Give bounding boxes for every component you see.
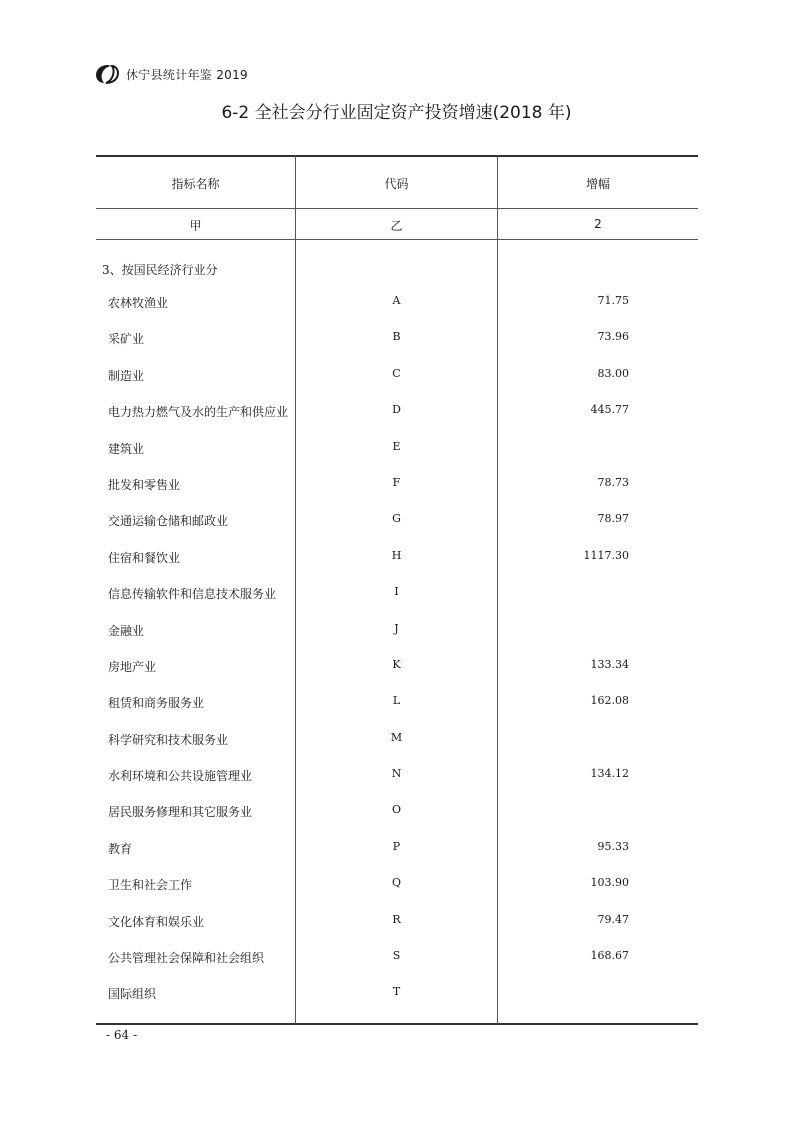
row-growth-value: 162.08 <box>590 694 629 708</box>
table-title: 6-2 全社会分行业固定资产投资增速(2018 年) <box>221 103 572 123</box>
table-row <box>96 294 698 330</box>
row-growth-value: 103.90 <box>590 876 629 890</box>
table-row <box>96 403 698 439</box>
table-row <box>96 949 698 985</box>
table-row <box>96 512 698 548</box>
row-code: Q <box>391 876 402 890</box>
table-row <box>96 731 698 767</box>
row-code: H <box>391 548 402 562</box>
row-indicator-name: 公共管理社会保障和社会组织 <box>108 951 265 966</box>
row-growth-value: 73.96 <box>597 330 629 344</box>
section-label: 3、按国民经济行业分 <box>102 263 218 277</box>
row-indicator-name: 农林牧渔业 <box>108 296 169 310</box>
row-code: E <box>392 439 401 453</box>
row-indicator-name: 科学研究和技术服务业 <box>108 732 229 747</box>
row-indicator-name: 批发和零售业 <box>108 477 181 492</box>
row-indicator-name: 卫生和社会工作 <box>108 878 193 893</box>
row-indicator-name: 交通运输仓储和邮政业 <box>108 514 229 529</box>
row-indicator-name: 租赁和商务服务业 <box>108 696 205 711</box>
row-indicator-name: 信息传输软件和信息技术服务业 <box>108 587 277 602</box>
row-code: F <box>392 475 401 489</box>
row-code: P <box>392 839 401 853</box>
row-code: D <box>392 403 401 417</box>
row-code: J <box>394 621 399 635</box>
row-code: R <box>392 912 401 926</box>
table-row <box>96 330 698 366</box>
table-row <box>96 876 698 912</box>
row-code: N <box>391 767 402 781</box>
row-code: A <box>392 294 401 307</box>
table-row <box>96 440 698 476</box>
row-growth-value: 1117.30 <box>583 548 629 562</box>
row-code: C <box>392 366 401 380</box>
row-code: S <box>392 949 401 963</box>
row-growth-value: 78.73 <box>597 475 629 489</box>
row-growth-value: 445.77 <box>590 403 629 417</box>
row-indicator-name: 国际组织 <box>108 987 157 1002</box>
row-indicator-name: 教育 <box>108 841 133 856</box>
page-header <box>94 62 248 86</box>
yearbook-logo-icon <box>94 62 120 86</box>
table-row <box>96 585 698 621</box>
table-row <box>96 803 698 839</box>
table-row <box>96 367 698 403</box>
table-row <box>96 658 698 694</box>
column-header-name: 指标名称 <box>171 177 220 191</box>
row-growth-value: 133.34 <box>590 657 629 671</box>
subheader-code: 乙 <box>390 219 403 233</box>
row-code: T <box>392 985 401 999</box>
row-indicator-name: 电力热力燃气及水的生产和供应业 <box>108 405 289 420</box>
row-code: M <box>390 730 403 744</box>
row-code: O <box>391 803 402 817</box>
row-code: L <box>392 694 401 708</box>
table-row <box>96 476 698 512</box>
table-row <box>96 985 698 1021</box>
row-code: B <box>392 330 401 344</box>
row-growth-value: 79.47 <box>597 912 629 926</box>
row-indicator-name: 制造业 <box>108 368 145 383</box>
subheader-name: 甲 <box>189 219 202 233</box>
row-indicator-name: 建筑业 <box>108 441 145 456</box>
column-header-growth: 增幅 <box>585 177 610 191</box>
table-top-rule <box>96 155 698 157</box>
header-divider <box>96 208 698 209</box>
table-bottom-rule <box>96 1023 698 1025</box>
row-growth-value: 71.75 <box>597 294 629 307</box>
table-row <box>96 767 698 803</box>
yearbook-title: 休宁县统计年鉴 2019 <box>126 67 248 82</box>
row-growth-value: 78.97 <box>597 512 629 526</box>
row-growth-value: 134.12 <box>590 767 629 781</box>
table-row <box>96 913 698 949</box>
row-indicator-name: 文化体育和娱乐业 <box>108 914 205 929</box>
column-header-code: 代码 <box>384 177 409 191</box>
row-growth-value: 95.33 <box>597 839 629 853</box>
table-row <box>96 694 698 730</box>
row-code: G <box>392 512 401 526</box>
row-code: K <box>392 657 401 671</box>
table-row <box>96 549 698 585</box>
row-indicator-name: 住宿和餐饮业 <box>108 550 181 565</box>
row-growth-value: 83.00 <box>597 366 629 380</box>
row-indicator-name: 水利环境和公共设施管理业 <box>108 769 253 784</box>
row-code: I <box>394 585 399 599</box>
subheader-divider <box>96 239 698 240</box>
row-indicator-name: 金融业 <box>108 623 145 638</box>
row-indicator-name: 采矿业 <box>108 332 145 347</box>
table-row <box>96 840 698 876</box>
data-table <box>96 155 698 1025</box>
subheader-growth: 2 <box>594 217 602 231</box>
table-row <box>96 622 698 658</box>
row-growth-value: 168.67 <box>590 949 629 963</box>
page-number: - 64 - <box>106 1028 138 1042</box>
row-indicator-name: 房地产业 <box>108 659 157 674</box>
table-body <box>96 294 698 1022</box>
row-indicator-name: 居民服务修理和其它服务业 <box>108 805 253 820</box>
